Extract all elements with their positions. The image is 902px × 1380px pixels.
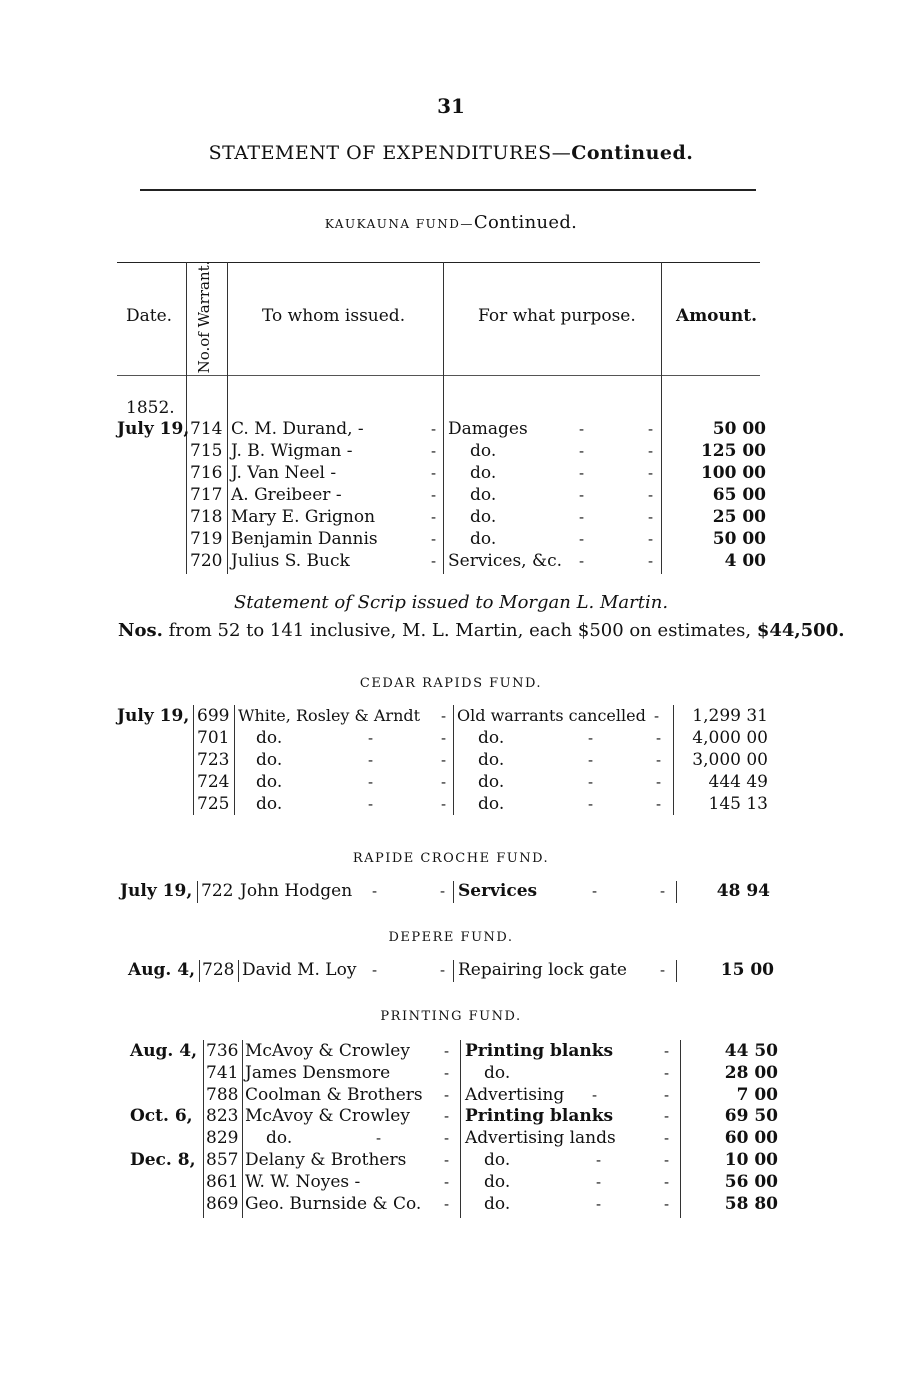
- dash: -: [376, 1129, 382, 1147]
- dash: -: [656, 773, 662, 791]
- dash: -: [440, 882, 446, 900]
- payee: J. Van Neel -: [231, 463, 337, 483]
- dash: -: [441, 751, 447, 769]
- purpose: Old warrants cancelled: [457, 706, 646, 725]
- title-continued: Continued.: [571, 142, 694, 164]
- dash: -: [431, 420, 437, 438]
- purpose: Damages: [448, 419, 528, 439]
- dash: -: [660, 882, 666, 900]
- dash: -: [656, 795, 662, 813]
- purpose: do.: [470, 529, 497, 549]
- dash: -: [431, 442, 437, 460]
- amount: 10 00: [724, 1150, 778, 1170]
- amount: 50 00: [712, 419, 766, 439]
- dash: -: [431, 464, 437, 482]
- payee: do.: [256, 750, 283, 770]
- col-divider-purpose: [673, 705, 674, 815]
- warrant-no: 715: [190, 441, 223, 461]
- purpose: do.: [470, 507, 497, 527]
- warrant-no: 725: [197, 794, 230, 814]
- purpose: Advertising: [465, 1085, 565, 1105]
- col-divider-date: [199, 960, 200, 982]
- purpose: do.: [478, 794, 505, 814]
- scrip-heading: Statement of Scrip issued to Morgan L. Martin.: [233, 592, 669, 613]
- payee: Coolman & Brothers: [245, 1085, 423, 1105]
- depere-heading: DEPERE FUND.: [388, 930, 514, 945]
- warrant-no: 723: [197, 750, 230, 770]
- dash: -: [579, 486, 585, 504]
- warrant-no: 717: [190, 485, 223, 505]
- col-header-warrant: [187, 262, 221, 372]
- warrant-no: 716: [190, 463, 223, 483]
- printing-heading: PRINTING FUND.: [380, 1009, 522, 1024]
- amount: 60 00: [724, 1128, 778, 1148]
- dash: -: [372, 882, 378, 900]
- payee: J. B. Wigman -: [231, 441, 353, 461]
- dash: -: [368, 751, 374, 769]
- dash: -: [648, 442, 654, 460]
- purpose: do.: [484, 1172, 511, 1192]
- amount: 65 00: [712, 485, 766, 505]
- dash: -: [596, 1173, 602, 1191]
- dash: -: [648, 552, 654, 570]
- dash: -: [444, 1129, 450, 1147]
- warrant-no: 724: [197, 772, 230, 792]
- dash: -: [656, 751, 662, 769]
- dash: -: [648, 486, 654, 504]
- dash: -: [656, 729, 662, 747]
- purpose: do.: [478, 772, 505, 792]
- payee: C. M. Durand, -: [231, 419, 364, 439]
- dash: -: [444, 1151, 450, 1169]
- table-header-bottom-rule: [117, 375, 760, 376]
- col-divider-purpose: [676, 960, 677, 982]
- warrant-no: 699: [197, 706, 230, 726]
- dash: -: [444, 1173, 450, 1191]
- dash: -: [441, 773, 447, 791]
- payee: do.: [256, 772, 283, 792]
- amount: 1,299 31: [692, 706, 768, 726]
- amount: 50 00: [712, 529, 766, 549]
- col-divider-purpose: [661, 262, 662, 574]
- dash: -: [579, 420, 585, 438]
- amount: 69 50: [724, 1106, 778, 1126]
- amount: 4 00: [724, 551, 766, 571]
- dash: -: [664, 1086, 670, 1104]
- depere-row-date: [128, 960, 195, 980]
- dash: -: [664, 1173, 670, 1191]
- col-divider-warrant: [227, 262, 228, 574]
- dash: -: [664, 1195, 670, 1213]
- page-number: 31: [437, 94, 465, 118]
- purpose: do.: [484, 1194, 511, 1214]
- warrant-no: 722: [201, 881, 234, 901]
- payee: Benjamin Dannis: [231, 529, 378, 549]
- col-header-amount: Amount.: [676, 306, 758, 326]
- scrip-total: $44,500.: [756, 620, 845, 641]
- warrant-no: 823: [206, 1106, 239, 1126]
- dash: -: [648, 464, 654, 482]
- payee: McAvoy & Crowley: [245, 1041, 410, 1061]
- dash: -: [588, 795, 594, 813]
- payee: John Hodgen: [240, 881, 353, 901]
- dash: -: [372, 961, 378, 979]
- dash: -: [579, 508, 585, 526]
- amount: 7 00: [736, 1085, 778, 1105]
- cedar-heading: CEDAR RAPIDS FUND.: [359, 676, 543, 691]
- dash: -: [444, 1195, 450, 1213]
- purpose: do.: [478, 750, 505, 770]
- dash: -: [444, 1107, 450, 1125]
- dash: -: [648, 530, 654, 548]
- amount: 3,000 00: [692, 750, 768, 770]
- amount: 25 00: [712, 507, 766, 527]
- printing-row-date: [130, 1106, 193, 1126]
- purpose: do.: [470, 485, 497, 505]
- dash: -: [664, 1151, 670, 1169]
- purpose: Printing blanks: [465, 1041, 614, 1061]
- printing-row-date: [130, 1150, 196, 1170]
- col-divider-whom: [453, 705, 454, 815]
- dash: -: [444, 1064, 450, 1082]
- dash: -: [588, 751, 594, 769]
- warrant-no: 788: [206, 1085, 239, 1105]
- col-divider-warrant: [242, 1040, 243, 1218]
- payee: McAvoy & Crowley: [245, 1106, 410, 1126]
- date-text: Aug. 4,: [128, 960, 196, 980]
- col-divider-warrant: [238, 960, 239, 982]
- dash: -: [579, 530, 585, 548]
- dash: -: [648, 420, 654, 438]
- amount: 125 00: [700, 441, 766, 461]
- payee: White, Rosley & Arndt: [238, 706, 421, 725]
- rapide-row-date: [120, 881, 192, 901]
- payee: Geo. Burnside & Co.: [245, 1194, 422, 1214]
- kaukauna-heading-sc: KAUKAUNA FUND—: [324, 217, 474, 231]
- payee: do.: [256, 728, 283, 748]
- title-main: STATEMENT OF EXPENDITURES—: [208, 142, 572, 164]
- date-text: July 19,: [117, 706, 190, 726]
- purpose: do.: [484, 1150, 511, 1170]
- col-divider-whom: [453, 881, 454, 903]
- amount: 444 49: [708, 772, 768, 792]
- amount: 56 00: [724, 1172, 778, 1192]
- col-divider-date: [193, 705, 194, 815]
- year-label: 1852.: [126, 398, 175, 418]
- payee: James Densmore: [245, 1063, 391, 1083]
- cedar-row-date: [117, 706, 189, 726]
- rapide-heading: RAPIDE CROCHE FUND.: [352, 851, 550, 866]
- warrant-no: 720: [190, 551, 223, 571]
- date-text: July 19,: [120, 881, 193, 901]
- purpose: do.: [470, 463, 497, 483]
- amount: 44 50: [724, 1041, 778, 1061]
- date-text: Dec. 8,: [130, 1150, 196, 1170]
- amount: 58 80: [724, 1194, 778, 1214]
- payee: Delany & Brothers: [245, 1150, 407, 1170]
- dash: -: [431, 530, 437, 548]
- warrant-no: 719: [190, 529, 223, 549]
- col-divider-warrant: [234, 705, 235, 815]
- dash: -: [368, 795, 374, 813]
- dash: -: [579, 464, 585, 482]
- payee: Julius S. Buck: [231, 551, 350, 571]
- purpose: Advertising lands: [465, 1128, 616, 1148]
- col-header-whom: To whom issued.: [262, 306, 406, 326]
- dash: -: [660, 961, 666, 979]
- warrant-no: 741: [206, 1063, 239, 1083]
- purpose: Printing blanks: [465, 1106, 614, 1126]
- dash: -: [441, 707, 447, 725]
- warrant-no: 714: [190, 419, 223, 439]
- dash: -: [588, 773, 594, 791]
- page-title: [0, 142, 902, 164]
- kaukauna-heading: [0, 212, 902, 233]
- dash: -: [592, 882, 598, 900]
- payee: Mary E. Grignon: [231, 507, 376, 527]
- dash: -: [431, 552, 437, 570]
- dash: -: [441, 729, 447, 747]
- scrip-nos-text: from 52 to 141 inclusive, M. L. Martin, each $500 on estimates,: [168, 620, 752, 641]
- purpose: do.: [470, 441, 497, 461]
- payee: David M. Loy: [242, 960, 357, 980]
- title-rule: [140, 189, 756, 191]
- col-header-purpose: For what purpose.: [478, 306, 636, 326]
- dash: -: [588, 729, 594, 747]
- date-text: Oct. 6,: [130, 1106, 193, 1126]
- payee: A. Greibeer -: [231, 485, 342, 505]
- dash: -: [664, 1064, 670, 1082]
- payee: do.: [256, 794, 283, 814]
- dash: -: [664, 1129, 670, 1147]
- amount: 15 00: [720, 960, 774, 980]
- amount: 100 00: [700, 463, 766, 483]
- purpose: do.: [484, 1063, 511, 1083]
- dash: -: [654, 707, 660, 725]
- dash: -: [440, 961, 446, 979]
- dash: -: [368, 729, 374, 747]
- dash: -: [444, 1042, 450, 1060]
- amount: 48 94: [716, 881, 770, 901]
- dash: -: [592, 1086, 598, 1104]
- amount: 145 13: [708, 794, 768, 814]
- amount: 28 00: [724, 1063, 778, 1083]
- dash: -: [648, 508, 654, 526]
- purpose: Repairing lock gate: [458, 960, 627, 980]
- warrant-no: 728: [202, 960, 235, 980]
- kaukauna-row-date: [117, 419, 189, 439]
- date-text: Aug. 4,: [130, 1041, 198, 1061]
- printing-row-date: [130, 1041, 197, 1061]
- purpose: Services, &c.: [448, 551, 563, 571]
- dash: -: [596, 1195, 602, 1213]
- warrant-no: 736: [206, 1041, 239, 1061]
- dash: -: [579, 552, 585, 570]
- warrant-no: 857: [206, 1150, 239, 1170]
- warrant-no: 869: [206, 1194, 239, 1214]
- payee: W. W. Noyes -: [245, 1172, 361, 1192]
- purpose: Services: [458, 881, 538, 901]
- col-divider-purpose: [680, 1040, 681, 1218]
- dash: -: [368, 773, 374, 791]
- dash: -: [431, 508, 437, 526]
- warrant-no: 861: [206, 1172, 239, 1192]
- col-divider-whom: [460, 1040, 461, 1218]
- col-divider-whom: [453, 960, 454, 982]
- warrant-no: 701: [197, 728, 230, 748]
- scrip-nos-label: Nos.: [118, 620, 163, 641]
- dash: -: [441, 795, 447, 813]
- dash: -: [664, 1107, 670, 1125]
- warrant-no: 718: [190, 507, 223, 527]
- dash: -: [596, 1151, 602, 1169]
- dash: -: [664, 1042, 670, 1060]
- col-divider-date: [203, 1040, 204, 1218]
- col-header-date: Date.: [126, 306, 173, 326]
- dash: -: [579, 442, 585, 460]
- dash: -: [444, 1086, 450, 1104]
- purpose: do.: [478, 728, 505, 748]
- col-divider-whom: [443, 262, 444, 574]
- amount: 4,000 00: [692, 728, 768, 748]
- dash: -: [431, 486, 437, 504]
- payee: do.: [266, 1128, 293, 1148]
- kaukauna-heading-rest: Continued.: [473, 212, 578, 233]
- col-header-warrant-label: No.of Warrant.: [195, 260, 213, 374]
- col-divider-date: [197, 881, 198, 903]
- warrant-no: 829: [206, 1128, 239, 1148]
- scrip-line: [118, 620, 845, 641]
- date-text: July 19,: [117, 419, 190, 439]
- col-divider-purpose: [676, 881, 677, 903]
